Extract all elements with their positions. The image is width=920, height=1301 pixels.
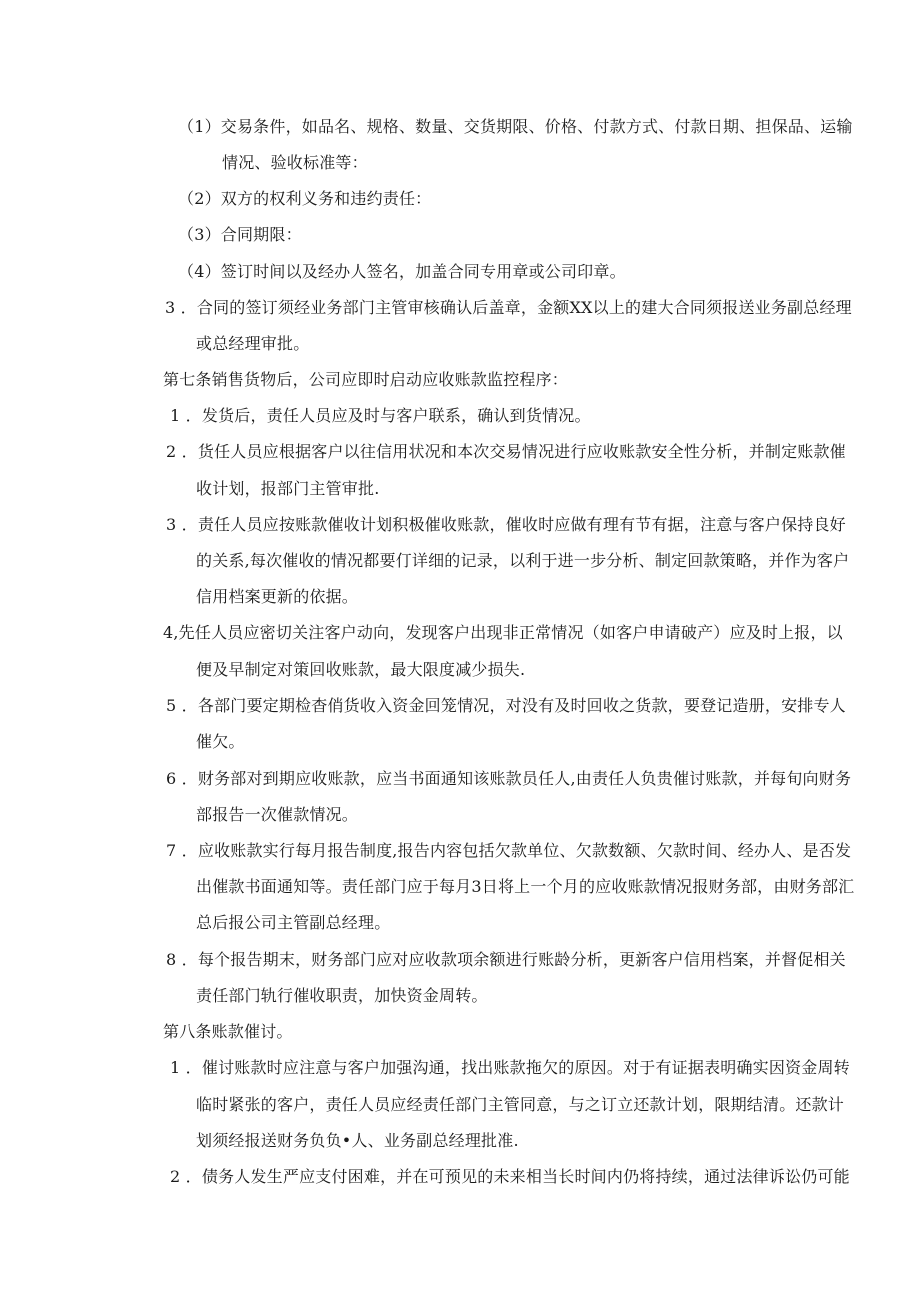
clause-4: （4）签订时间以及经办人签名，加盖合同专用章或公司印章。 [178,262,626,281]
a8-item-1-line-2: 临时紧张的客户，责任人员应经责任部门主管同意，与之订立还款计划，限期结清。还款计 [196,1095,845,1114]
clause-3: （3）合同期限： [178,225,302,244]
a7-item-3-line-1: 3 ．责任人员应按账款催收计划积极催收账款，催收时应做有理有节有据，注意与客户保持良好 [166,515,846,534]
a7-item-4-line-1: 4,先任人员应密切关注客户动向，发现客户出现非正常情况（如客户申请破产）应及时上报，以 [163,623,843,642]
a7-item-7-line-2: 出催款书面通知等。责任部门应于每月3日将上一个月的应收账款情况报财务部，由财务部汇 [196,877,855,896]
article-8-heading: 第八条账款催讨。 [163,1022,293,1041]
a8-item-2-line-1: 2 ．债务人发生严应支付困难，并在可预见的未来相当长时间内仍将持续，通过法律诉讼仍可能 [170,1167,850,1186]
clause-1-line-2: 情况、验收标准等： [222,153,368,172]
item-3-line-2: 或总经理审批。 [196,334,310,353]
a7-item-6-line-1: 6 ．财务部对到期应收账款，应当书面通知该账款员任人,由责任人负贵催讨账款，并每旬向财务 [166,769,852,788]
a7-item-7-line-1: 7 ．应收账款实行每月报告制度,报告内容包括欠款单位、欠款数额、欠款时间、经办人、是否发 [166,841,852,860]
a7-item-5-line-1: 5 ．各部门要定期检杳俏货收入资金回笼情况，对没有及时回收之货款，要登记造册，安排专人 [166,696,846,715]
a7-item-8-line-1: 8 ．每个报告期末，财务部门应对应收款项余额进行账龄分析，更新客户信用档案，并督促相关 [166,950,846,969]
clause-1-line-1: （1）交易条件，如品名、规格、数量、交货期限、价格、付款方式、付款日期、担保品、运输 [178,117,853,136]
a8-item-1-line-3: 划须经报送财务负负•人、业务副总经理批准. [196,1131,519,1150]
a7-item-3-line-2: 的关系,每次催收的情况都要仃详细的记录，以利于进一步分析、制定回款策略，并作为客户 [196,551,850,570]
article-7-heading: 第七条销售货物后，公司应即时启动应收账款监控程序： [163,370,569,389]
a7-item-7-line-3: 总后报公司主管副总经理。 [196,913,391,932]
clause-2: （2）双方的权利义务和违约责任： [178,189,432,208]
a7-item-2-line-1: 2 ．货任人员应根据客户以往信用状况和本次交易情况进行应收账款安全性分析，并制定账款催 [166,442,846,461]
a7-item-8-line-2: 责任部门轨行催收职责，加快资金周转。 [196,986,488,1005]
a7-item-3-line-3: 信用档案更新的依据。 [196,587,359,606]
a7-item-5-line-2: 催欠。 [196,732,245,751]
a7-item-4-line-2: 便及早制定对策回收账款，最大限度减少损失. [196,660,526,679]
a7-item-1: 1 ．发货后，责任人员应及时与客户联系，确认到货情况。 [170,406,591,425]
a7-item-2-line-2: 收计划，报部门主管审批. [196,479,380,498]
a7-item-6-line-2: 部报告一次催款情况。 [196,805,359,824]
item-3-line-1: 3 ．合同的签订须经业务部门主管审核确认后盖章，金额XX以上的建大合同须报送业务副总经理 [165,298,852,317]
a8-item-1-line-1: 1 ．催讨账款时应注意与客户加强沟通，找出账款拖欠的原因。对于有证据表明确实因资金周转 [170,1058,850,1077]
